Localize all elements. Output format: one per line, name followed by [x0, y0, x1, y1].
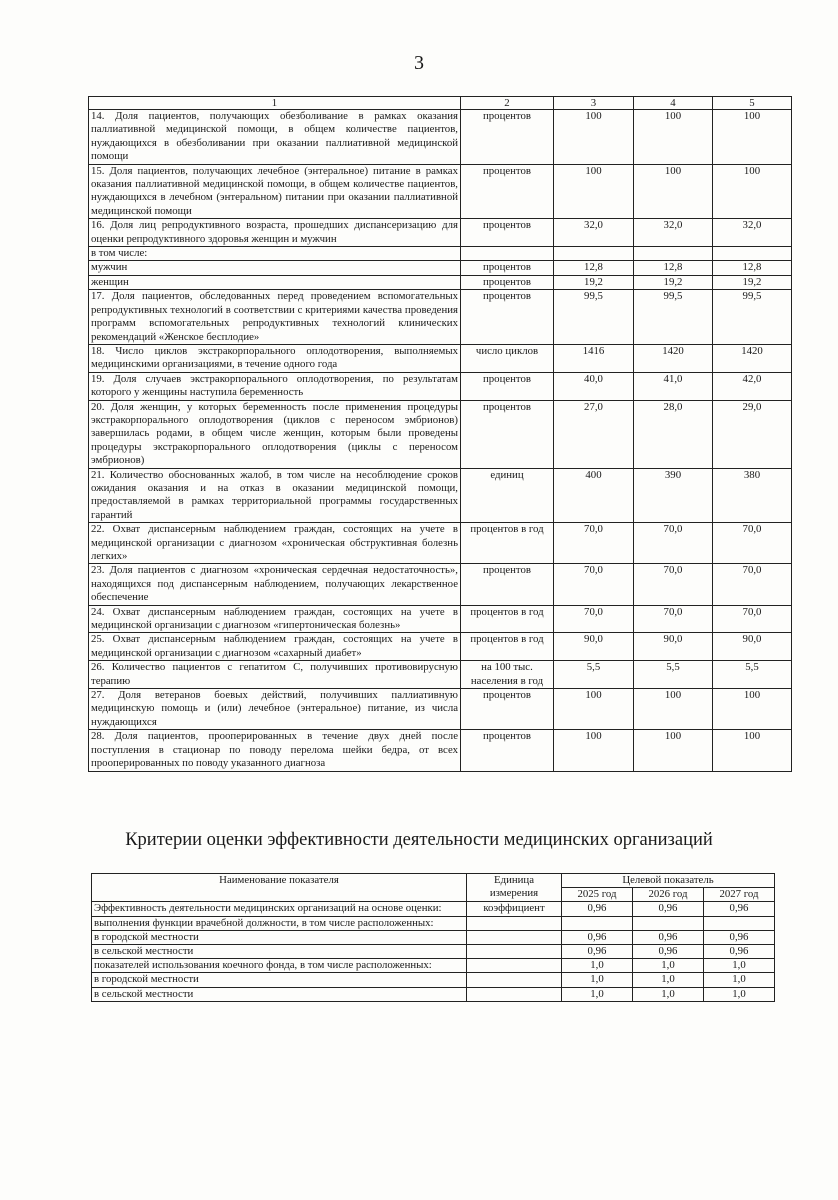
row-description: в сельской местности — [92, 987, 467, 1001]
row-unit — [467, 987, 562, 1001]
criteria-row — [92, 973, 775, 987]
row-description: в сельской местности — [92, 945, 467, 959]
table-row — [89, 372, 792, 400]
row-unit: процентов — [461, 290, 554, 345]
row-value: 70,0 — [554, 605, 634, 633]
row-value: 99,5 — [713, 290, 792, 345]
row-value: 40,0 — [554, 372, 634, 400]
row-unit: процентов в год — [461, 605, 554, 633]
row-unit: процентов — [461, 564, 554, 605]
criteria-row — [92, 902, 775, 916]
row-description: 25. Охват диспансерным наблюдением граждан, состоящих на учете в медицинской организации с диагнозом «сахарный диабет» — [89, 633, 461, 661]
criteria-row — [92, 930, 775, 944]
table-row — [89, 110, 792, 165]
row-unit — [467, 930, 562, 944]
table-row — [89, 689, 792, 730]
row-description: 27. Доля ветеранов боевых действий, получивших паллиативную медицинскую помощь и (или) лечебное (энтеральное) питание, из числа нуждающихся — [89, 689, 461, 730]
row-description: 26. Количество пациентов с гепатитом С, получивших противовирусную терапию — [89, 661, 461, 689]
row-unit: процентов — [461, 275, 554, 289]
row-description: в том числе: — [89, 247, 461, 261]
row-value: 32,0 — [634, 219, 713, 247]
row-value: 28,0 — [634, 400, 713, 468]
row-value: 5,5 — [634, 661, 713, 689]
row-value: 100 — [713, 730, 792, 771]
row-description: 14. Доля пациентов, получающих обезболивание в рамках оказания паллиативной медицинской помощи, в общем количестве пациентов, нуждающихся в обезболивании при оказании паллиативной медицинской помощи — [89, 110, 461, 165]
table-row — [89, 290, 792, 345]
row-value: 1416 — [554, 344, 634, 372]
column-header-year: 2027 год — [704, 888, 775, 902]
row-description: показателей использования коечного фонда, в том числе расположенных: — [92, 959, 467, 973]
row-value: 400 — [554, 468, 634, 523]
row-value: 70,0 — [634, 523, 713, 564]
row-value — [704, 916, 775, 930]
column-header: 1 — [89, 97, 461, 110]
column-header-unit: Единица измерения — [467, 874, 562, 902]
row-value: 5,5 — [554, 661, 634, 689]
row-value: 0,96 — [633, 930, 704, 944]
row-value: 0,96 — [562, 930, 633, 944]
table-row — [89, 730, 792, 771]
row-description: 18. Число циклов экстракорпорального оплодотворения, выполняемых медицинскими организациями, в течение одного года — [89, 344, 461, 372]
row-value: 29,0 — [713, 400, 792, 468]
row-description: в городской местности — [92, 930, 467, 944]
row-value: 100 — [554, 730, 634, 771]
row-value: 100 — [554, 110, 634, 165]
row-description: 24. Охват диспансерным наблюдением граждан, состоящих на учете в медицинской организации с диагнозом «гипертоническая болезнь» — [89, 605, 461, 633]
row-value: 0,96 — [633, 945, 704, 959]
row-description: мужчин — [89, 261, 461, 275]
row-value: 90,0 — [634, 633, 713, 661]
row-value — [633, 916, 704, 930]
row-unit — [467, 973, 562, 987]
row-unit — [467, 959, 562, 973]
row-value: 27,0 — [554, 400, 634, 468]
row-value: 70,0 — [713, 523, 792, 564]
row-unit: процентов — [461, 689, 554, 730]
row-value — [634, 247, 713, 261]
row-value: 32,0 — [554, 219, 634, 247]
row-value: 380 — [713, 468, 792, 523]
row-description: выполнения функции врачебной должности, в том числе расположенных: — [92, 916, 467, 930]
row-value: 12,8 — [634, 261, 713, 275]
table-row — [89, 247, 792, 261]
row-value: 99,5 — [554, 290, 634, 345]
row-value: 99,5 — [634, 290, 713, 345]
row-unit: процентов — [461, 219, 554, 247]
criteria-header-row — [92, 874, 775, 888]
indicators-table-body — [89, 97, 792, 772]
row-value: 12,8 — [713, 261, 792, 275]
table-header-row — [89, 97, 792, 110]
row-value: 19,2 — [634, 275, 713, 289]
row-value: 1,0 — [704, 987, 775, 1001]
column-header-year: 2025 год — [562, 888, 633, 902]
row-value: 42,0 — [713, 372, 792, 400]
indicators-table — [88, 96, 792, 772]
row-value: 1,0 — [633, 987, 704, 1001]
row-unit — [467, 945, 562, 959]
table-row — [89, 523, 792, 564]
row-value: 1,0 — [633, 959, 704, 973]
row-description: 16. Доля лиц репродуктивного возраста, прошедших диспансеризацию для оценки репродуктивного здоровья женщин и мужчин — [89, 219, 461, 247]
row-description: 20. Доля женщин, у которых беременность после применения процедуры экстракорпорального оплодотворения (циклов с переносом эмбрионов) завершилась родами, в общем числе женщин, которым были проведены процедуры экстракорпорального оплодотворения (циклы с переносом эмбрионов) — [89, 400, 461, 468]
row-description: в городской местности — [92, 973, 467, 987]
row-description: 17. Доля пациентов, обследованных перед проведением вспомогательных репродуктивных технологий в соответствии с критериями качества проведения программ вспомогательных репродуктивных технологий клинических рекомендаций «Женское бесплодие» — [89, 290, 461, 345]
row-unit: процентов в год — [461, 633, 554, 661]
row-value: 100 — [634, 689, 713, 730]
row-value: 100 — [634, 164, 713, 219]
row-value: 32,0 — [713, 219, 792, 247]
row-value: 70,0 — [713, 564, 792, 605]
table-row — [89, 633, 792, 661]
row-description: 23. Доля пациентов с диагнозом «хроническая сердечная недостаточность», находящихся под диспансерным наблюдением, получающих лекарственное обеспечение — [89, 564, 461, 605]
row-unit: процентов — [461, 164, 554, 219]
row-value: 0,96 — [704, 930, 775, 944]
row-unit: процентов — [461, 372, 554, 400]
row-unit: единиц — [461, 468, 554, 523]
row-value — [562, 916, 633, 930]
table-row — [89, 468, 792, 523]
row-value: 19,2 — [713, 275, 792, 289]
row-value: 100 — [554, 689, 634, 730]
row-value: 100 — [713, 110, 792, 165]
row-value: 41,0 — [634, 372, 713, 400]
table-row — [89, 605, 792, 633]
row-description: 21. Количество обоснованных жалоб, в том числе на несоблюдение сроков ожидания оказания и на отказ в оказании медицинской помощи, предоставляемой в рамках территориальной программы государственных гарантий — [89, 468, 461, 523]
row-value: 100 — [713, 689, 792, 730]
table-row — [89, 261, 792, 275]
criteria-row — [92, 945, 775, 959]
row-unit — [461, 247, 554, 261]
row-value: 1,0 — [562, 959, 633, 973]
row-unit: число циклов — [461, 344, 554, 372]
row-unit: процентов — [461, 110, 554, 165]
row-unit: процентов — [461, 400, 554, 468]
table-row — [89, 219, 792, 247]
row-value: 70,0 — [634, 605, 713, 633]
table-row — [89, 344, 792, 372]
row-value: 0,96 — [562, 945, 633, 959]
row-value: 70,0 — [634, 564, 713, 605]
criteria-title: Критерии оценки эффективности деятельности медицинских организаций — [125, 830, 713, 850]
row-value: 70,0 — [554, 523, 634, 564]
row-value: 0,96 — [704, 945, 775, 959]
row-description: 22. Охват диспансерным наблюдением граждан, состоящих на учете в медицинской организации с диагнозом «хроническая обструктивная болезнь легких» — [89, 523, 461, 564]
row-unit — [467, 916, 562, 930]
row-value: 90,0 — [554, 633, 634, 661]
row-unit: процентов — [461, 261, 554, 275]
criteria-table — [91, 873, 775, 1002]
row-unit: процентов — [461, 730, 554, 771]
column-header: 4 — [634, 97, 713, 110]
row-value: 0,96 — [704, 902, 775, 916]
column-header: 2 — [461, 97, 554, 110]
row-value: 1,0 — [562, 973, 633, 987]
row-value: 90,0 — [713, 633, 792, 661]
row-value: 19,2 — [554, 275, 634, 289]
row-value: 0,96 — [633, 902, 704, 916]
table-row — [89, 275, 792, 289]
row-value: 100 — [554, 164, 634, 219]
row-value: 100 — [713, 164, 792, 219]
criteria-row — [92, 987, 775, 1001]
row-description: 28. Доля пациентов, прооперированных в течение двух дней после поступления в стационар по поводу перелома шейки бедра, от всех прооперированных по поводу указанного диагноза — [89, 730, 461, 771]
row-value: 1,0 — [633, 973, 704, 987]
column-header-target: Целевой показатель — [562, 874, 775, 888]
column-header: 3 — [554, 97, 634, 110]
row-value: 100 — [634, 730, 713, 771]
row-value: 70,0 — [554, 564, 634, 605]
column-header-year: 2026 год — [633, 888, 704, 902]
row-value: 0,96 — [562, 902, 633, 916]
row-description: 19. Доля случаев экстракорпорального оплодотворения, по результатам которого у женщины наступила беременность — [89, 372, 461, 400]
table-row — [89, 661, 792, 689]
row-value — [554, 247, 634, 261]
row-value: 1,0 — [562, 987, 633, 1001]
row-description: 15. Доля пациентов, получающих лечебное (энтеральное) питание в рамках оказания паллиативной медицинской помощи, в общем количестве пациентов, нуждающихся в лечебном (энтеральном) питании при оказании паллиативной медицинской помощи — [89, 164, 461, 219]
row-value: 1,0 — [704, 973, 775, 987]
row-value: 70,0 — [713, 605, 792, 633]
table-row — [89, 400, 792, 468]
row-value: 1420 — [713, 344, 792, 372]
page-number: 3 — [414, 52, 424, 74]
criteria-row — [92, 916, 775, 930]
criteria-row — [92, 959, 775, 973]
row-value: 1420 — [634, 344, 713, 372]
criteria-table-body — [92, 874, 775, 1002]
row-unit: на 100 тыс. населения в год — [461, 661, 554, 689]
column-header: 5 — [713, 97, 792, 110]
row-value — [713, 247, 792, 261]
row-unit: процентов в год — [461, 523, 554, 564]
row-value: 100 — [634, 110, 713, 165]
row-description: женщин — [89, 275, 461, 289]
row-value: 390 — [634, 468, 713, 523]
row-description: Эффективность деятельности медицинских организаций на основе оценки: — [92, 902, 467, 916]
table-row — [89, 164, 792, 219]
column-header-name: Наименование показателя — [92, 874, 467, 902]
row-unit: коэффициент — [467, 902, 562, 916]
table-row — [89, 564, 792, 605]
row-value: 5,5 — [713, 661, 792, 689]
row-value: 1,0 — [704, 959, 775, 973]
row-value: 12,8 — [554, 261, 634, 275]
